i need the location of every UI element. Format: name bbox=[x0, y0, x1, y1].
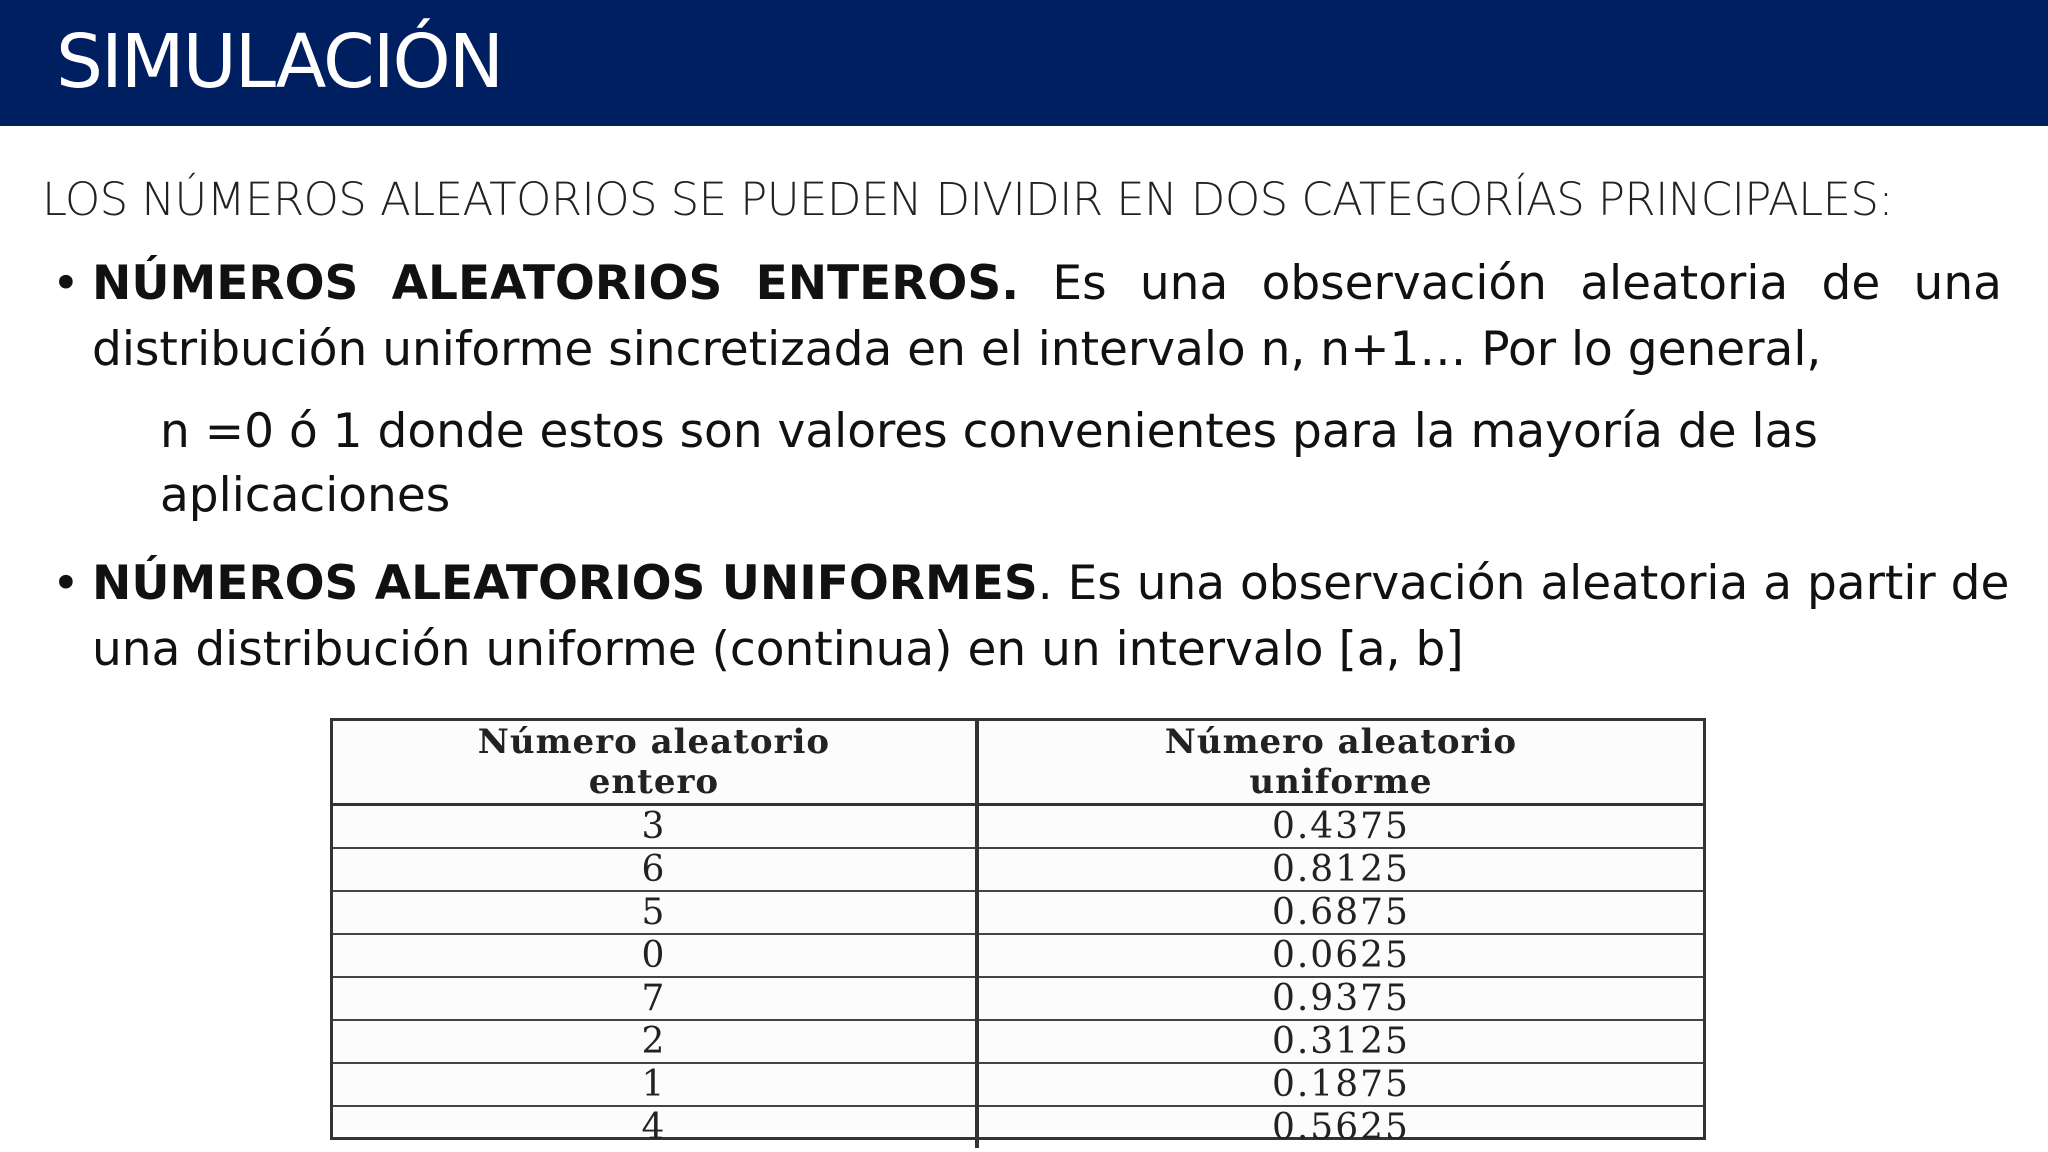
title-bar bbox=[0, 0, 2048, 126]
table-header-row bbox=[333, 721, 1703, 805]
sub-line-1: n =0 ó 1 donde estos son valores convenientes para la mayoría de las bbox=[160, 404, 1818, 459]
cell-entero: 0 bbox=[333, 934, 977, 977]
word: Es bbox=[1052, 256, 1107, 311]
cell-entero: 1 bbox=[333, 1063, 977, 1106]
cell-entero: 6 bbox=[333, 848, 977, 891]
bullet-marker: • bbox=[52, 556, 80, 611]
cell-uniforme: 0.6875 bbox=[977, 891, 1703, 934]
bullet-uniformes-term: NÚMEROS ALEATORIOS UNIFORMES bbox=[92, 556, 1038, 611]
bullet-enteros-line2: distribución uniforme sincretizada en el intervalo n, n+1… Por lo general, bbox=[92, 322, 1822, 377]
word: de bbox=[1821, 256, 1881, 311]
word: ALEATORIOS bbox=[391, 256, 723, 311]
cell-uniforme: 0.4375 bbox=[977, 805, 1703, 849]
word: ENTEROS. bbox=[755, 256, 1020, 311]
table-row bbox=[333, 1106, 1703, 1148]
cell-uniforme: 0.3125 bbox=[977, 1020, 1703, 1063]
header-entero-line2: entero bbox=[588, 762, 720, 802]
word: una bbox=[1139, 256, 1229, 311]
table-row bbox=[333, 848, 1703, 891]
bullet-marker: • bbox=[52, 256, 80, 311]
word: observación bbox=[1261, 256, 1547, 311]
table-row bbox=[333, 891, 1703, 934]
header-uniforme-line2: uniforme bbox=[1249, 762, 1433, 802]
cell-entero: 2 bbox=[333, 1020, 977, 1063]
cell-uniforme: 0.9375 bbox=[977, 977, 1703, 1020]
bullet-uniformes bbox=[52, 551, 2010, 683]
table-row bbox=[333, 934, 1703, 977]
cell-uniforme: 0.1875 bbox=[977, 1063, 1703, 1106]
header-entero bbox=[333, 721, 977, 805]
table bbox=[333, 721, 1703, 1148]
header-entero-line1: Número aleatorio bbox=[477, 722, 831, 762]
word: aleatoria bbox=[1580, 256, 1789, 311]
cell-uniforme: 0.0625 bbox=[977, 934, 1703, 977]
bullet-uniformes-line2: una distribución uniforme (continua) en un intervalo [a, b] bbox=[92, 622, 1464, 677]
cell-entero: 4 bbox=[333, 1106, 977, 1148]
cell-entero: 5 bbox=[333, 891, 977, 934]
bullet-uniformes-text: . Es una observación aleatoria a partir de bbox=[1037, 556, 2010, 611]
bullet-enteros-line1 bbox=[52, 251, 2002, 317]
cell-uniforme: 0.5625 bbox=[1271, 1106, 1410, 1148]
bullet-uniformes-line1 bbox=[52, 551, 2010, 617]
intro-heading: LOS NÚMEROS ALEATORIOS SE PUEDEN DIVIDIR EN DOS CATEGORÍAS PRINCIPALES: bbox=[42, 173, 1893, 226]
sub-line-2: aplicaciones bbox=[160, 468, 451, 523]
bullet-enteros bbox=[52, 251, 2002, 383]
word: una bbox=[1913, 256, 2002, 311]
table-row bbox=[333, 977, 1703, 1020]
bullet-enteros-subparagraph bbox=[160, 400, 1818, 528]
cell-entero: 3 bbox=[333, 805, 977, 849]
cell-entero: 7 bbox=[333, 977, 977, 1020]
cell-uniforme: 0.8125 bbox=[977, 848, 1703, 891]
table-row bbox=[333, 1020, 1703, 1063]
table-row bbox=[333, 1063, 1703, 1106]
word: NÚMEROS bbox=[92, 256, 359, 311]
header-uniforme bbox=[977, 721, 1703, 805]
random-numbers-table bbox=[330, 718, 1706, 1148]
slide-title: SIMULACIÓN bbox=[56, 19, 503, 105]
table-row bbox=[333, 805, 1703, 849]
header-uniforme-line1: Número aleatorio bbox=[1164, 722, 1518, 762]
